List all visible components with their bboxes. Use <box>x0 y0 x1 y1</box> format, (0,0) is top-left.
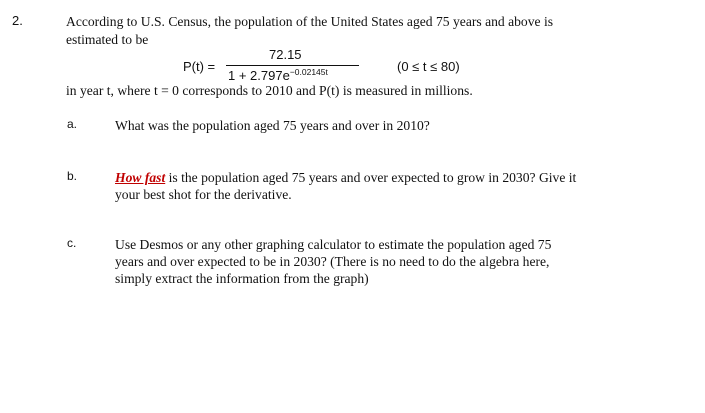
question-b-label: b. <box>67 169 78 183</box>
question-b-text <box>115 169 576 203</box>
question-c-line-2: years and over expected to be in 2030? (There is no need to do the algebra here, <box>115 254 550 269</box>
question-b-line-2: your best shot for the derivative. <box>115 187 292 202</box>
denominator-base: 1 + 2.797e <box>228 68 290 83</box>
intro-line-2: estimated to be <box>66 32 149 47</box>
formula-domain: (0 ≤ t ≤ 80) <box>397 59 460 74</box>
problem-number: 2. <box>12 13 23 28</box>
formula-lhs: P(t) = <box>183 59 216 74</box>
denominator-exponent: −0.02145t <box>289 67 328 77</box>
question-c-label: c. <box>67 236 77 250</box>
formula-numerator: 72.15 <box>269 47 302 62</box>
question-b-line-1-rest: is the population aged 75 years and over expected to grow in 2030? Give it <box>165 170 577 185</box>
formula-denominator <box>228 67 328 83</box>
question-c-line-1: Use Desmos or any other graphing calculator to estimate the population aged 75 <box>115 237 552 252</box>
question-c-text <box>115 236 551 287</box>
intro-line-1: According to U.S. Census, the population of the United States aged 75 years and above is <box>66 14 554 29</box>
question-c-line-3: simply extract the information from the graph) <box>115 271 369 286</box>
question-a-line-1: What was the population aged 75 years and over in 2010? <box>115 118 430 133</box>
how-fast-emphasis: How fast <box>115 170 166 185</box>
question-a-text <box>115 117 430 134</box>
question-a-label: a. <box>67 117 78 131</box>
fraction-bar <box>226 65 359 66</box>
question-b-line-1 <box>115 169 576 186</box>
intro-line-3: in year t, where t = 0 corresponds to 2010 and P(t) is measured in millions. <box>66 83 473 98</box>
